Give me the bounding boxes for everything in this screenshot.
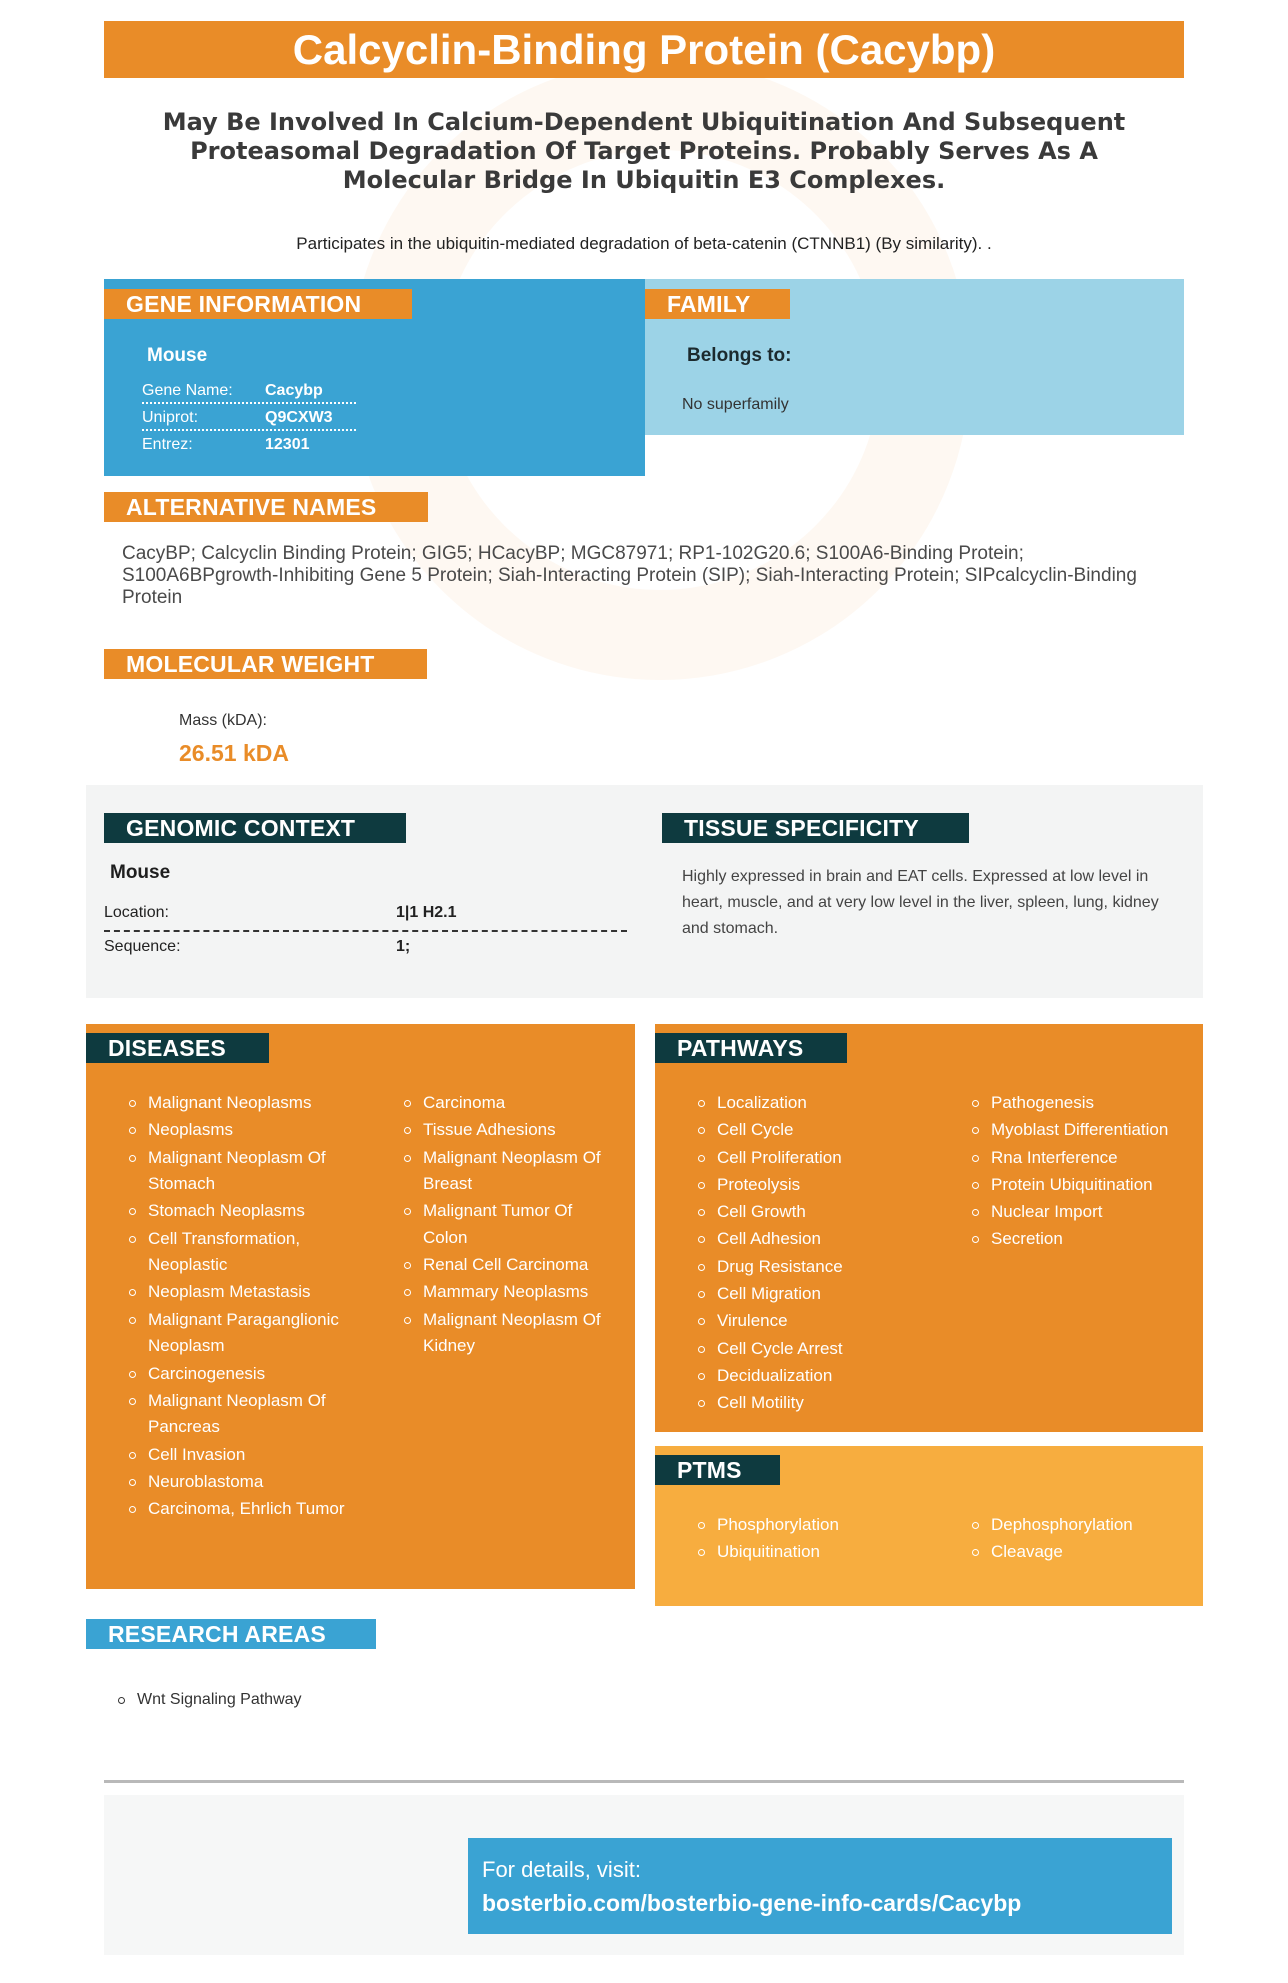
pathway-item: Cell Motility (696, 1390, 931, 1417)
details-label: For details, visit: (482, 1857, 641, 1882)
footer-divider (104, 1780, 1184, 1783)
pathway-item: Cell Cycle Arrest (696, 1336, 931, 1363)
pathway-item: Cell Proliferation (696, 1145, 931, 1172)
ptms-list-col1 (696, 1512, 931, 1567)
disease-item: Malignant Paraganglionic Neoplasm (127, 1307, 347, 1360)
genomic-species: Mouse (110, 862, 171, 883)
ptm-item: Phosphorylation (696, 1512, 931, 1539)
disease-item: Tissue Adhesions (402, 1117, 617, 1144)
entrez-value: 12301 (265, 436, 310, 453)
pathways-list-col1 (696, 1090, 931, 1418)
ptm-item: Cleavage (970, 1539, 1200, 1566)
disease-item: Malignant Tumor Of Colon (402, 1198, 617, 1251)
disease-item: Malignant Neoplasm Of Pancreas (127, 1388, 347, 1441)
disease-item: Carcinoma (402, 1090, 617, 1117)
details-link-box[interactable] (468, 1838, 1172, 1934)
pathway-item: Proteolysis (696, 1172, 931, 1199)
pathway-item: Cell Growth (696, 1199, 931, 1226)
pathways-header: PATHWAYS (655, 1033, 847, 1063)
pathway-item: Protein Ubiquitination (970, 1172, 1200, 1199)
ptms-header: PTMS (655, 1455, 780, 1485)
gene-name-value: Cacybp (265, 382, 323, 399)
pathway-item: Pathogenesis (970, 1090, 1200, 1117)
research-areas-list (116, 1687, 516, 1714)
pathway-item: Cell Adhesion (696, 1226, 931, 1253)
pathway-item: Secretion (970, 1226, 1200, 1253)
disease-item: Malignant Neoplasm Of Stomach (127, 1145, 347, 1198)
disease-item: Stomach Neoplasms (127, 1198, 347, 1225)
pathway-item: Myoblast Differentiation (970, 1117, 1200, 1144)
genomic-context-header: GENOMIC CONTEXT (104, 813, 406, 843)
pathway-item: Cell Cycle (696, 1117, 931, 1144)
disease-item: Renal Cell Carcinoma (402, 1252, 617, 1279)
mass-value: 26.51 kDA (179, 740, 289, 766)
diseases-header: DISEASES (86, 1033, 269, 1063)
sequence-value: 1; (396, 938, 411, 955)
gene-row-name (142, 377, 356, 404)
belongs-to-label: Belongs to: (687, 345, 792, 366)
uniprot-value: Q9CXW3 (265, 409, 333, 426)
entrez-label: Entrez: (142, 436, 193, 453)
research-areas-header: RESEARCH AREAS (86, 1619, 376, 1649)
pathway-item: Virulence (696, 1308, 931, 1335)
gene-information-header: GENE INFORMATION (104, 289, 412, 319)
family-header: FAMILY (645, 289, 790, 319)
ptms-list-col2 (970, 1512, 1200, 1567)
disease-item: Malignant Neoplasms (127, 1090, 347, 1117)
function-summary: Participates in the ubiquitin-mediated degradation of beta-catenin (CTNNB1) (By similarity). . (296, 234, 992, 253)
disease-item: Cell Invasion (127, 1442, 347, 1469)
sequence-label: Sequence: (104, 938, 181, 955)
tissue-specificity-header: TISSUE SPECIFICITY (662, 813, 969, 843)
gene-row-entrez (142, 431, 356, 458)
ptm-item: Ubiquitination (696, 1539, 931, 1566)
location-label: Location: (104, 904, 169, 921)
disease-item: Malignant Neoplasm Of Kidney (402, 1307, 617, 1360)
disease-item: Cell Transformation, Neoplastic (127, 1226, 347, 1279)
diseases-list-col2 (402, 1090, 617, 1361)
pathway-item: Rna Interference (970, 1145, 1200, 1172)
mass-label: Mass (kDA): (179, 712, 267, 729)
genomic-table (104, 898, 627, 966)
page-title: Calcyclin-Binding Protein (Cacybp) (104, 21, 1184, 78)
pathway-item: Nuclear Import (970, 1199, 1200, 1226)
ptm-item: Dephosphorylation (970, 1512, 1200, 1539)
location-value: 1|1 H2.1 (396, 904, 457, 921)
gene-row-uniprot (142, 404, 356, 431)
gene-species: Mouse (147, 345, 208, 366)
disease-item: Neoplasms (127, 1117, 347, 1144)
molecular-weight-header: MOLECULAR WEIGHT (104, 649, 427, 679)
research-area-item: Wnt Signaling Pathway (116, 1687, 516, 1714)
location-row (104, 898, 627, 932)
pathways-list-col2 (970, 1090, 1200, 1254)
alternative-names-text: CacyBP; Calcyclin Binding Protein; GIG5; HCacyBP; MGC87971; RP1-102G20.6; S100A6-Binding Protein; S100A6BPgrowth-Inhibiting Gene 5 Protein; Siah-Interacting Protein (SIP); Siah-Interacting Protein; SIPcalcyclin-Binding Protein (122, 543, 1137, 608)
disease-item: Mammary Neoplasms (402, 1279, 617, 1306)
disease-item: Neoplasm Metastasis (127, 1279, 347, 1306)
pathway-item: Localization (696, 1090, 931, 1117)
details-url-link[interactable]: bosterbio.com/bosterbio-gene-info-cards/Cacybp (482, 1890, 1022, 1916)
pathway-item: Decidualization (696, 1363, 931, 1390)
disease-item: Carcinoma, Ehrlich Tumor (127, 1496, 347, 1523)
disease-item: Neuroblastoma (127, 1469, 347, 1496)
pathway-item: Drug Resistance (696, 1254, 931, 1281)
disease-item: Carcinogenesis (127, 1361, 347, 1388)
alternative-names-header: ALTERNATIVE NAMES (104, 492, 428, 522)
family-value: No superfamily (682, 396, 789, 413)
tissue-specificity-text: Highly expressed in brain and EAT cells. Expressed at low level in heart, muscle, and at very low level in the liver, spleen, lung, kidney and stomach. (682, 868, 1159, 937)
sequence-row (104, 932, 627, 966)
gene-info-table (142, 377, 356, 458)
protein-function-subtitle: May Be Involved In Calcium-Dependent Ubiquitination And Subsequent Proteasomal Degradation Of Target Proteins. Probably Serves As A Molecular Bridge In Ubiquitin E3 Complexes. (162, 108, 1126, 194)
uniprot-label: Uniprot: (142, 409, 199, 426)
diseases-list-col1 (127, 1090, 347, 1524)
disease-item: Malignant Neoplasm Of Breast (402, 1145, 617, 1198)
pathway-item: Cell Migration (696, 1281, 931, 1308)
gene-name-label: Gene Name: (142, 382, 233, 399)
